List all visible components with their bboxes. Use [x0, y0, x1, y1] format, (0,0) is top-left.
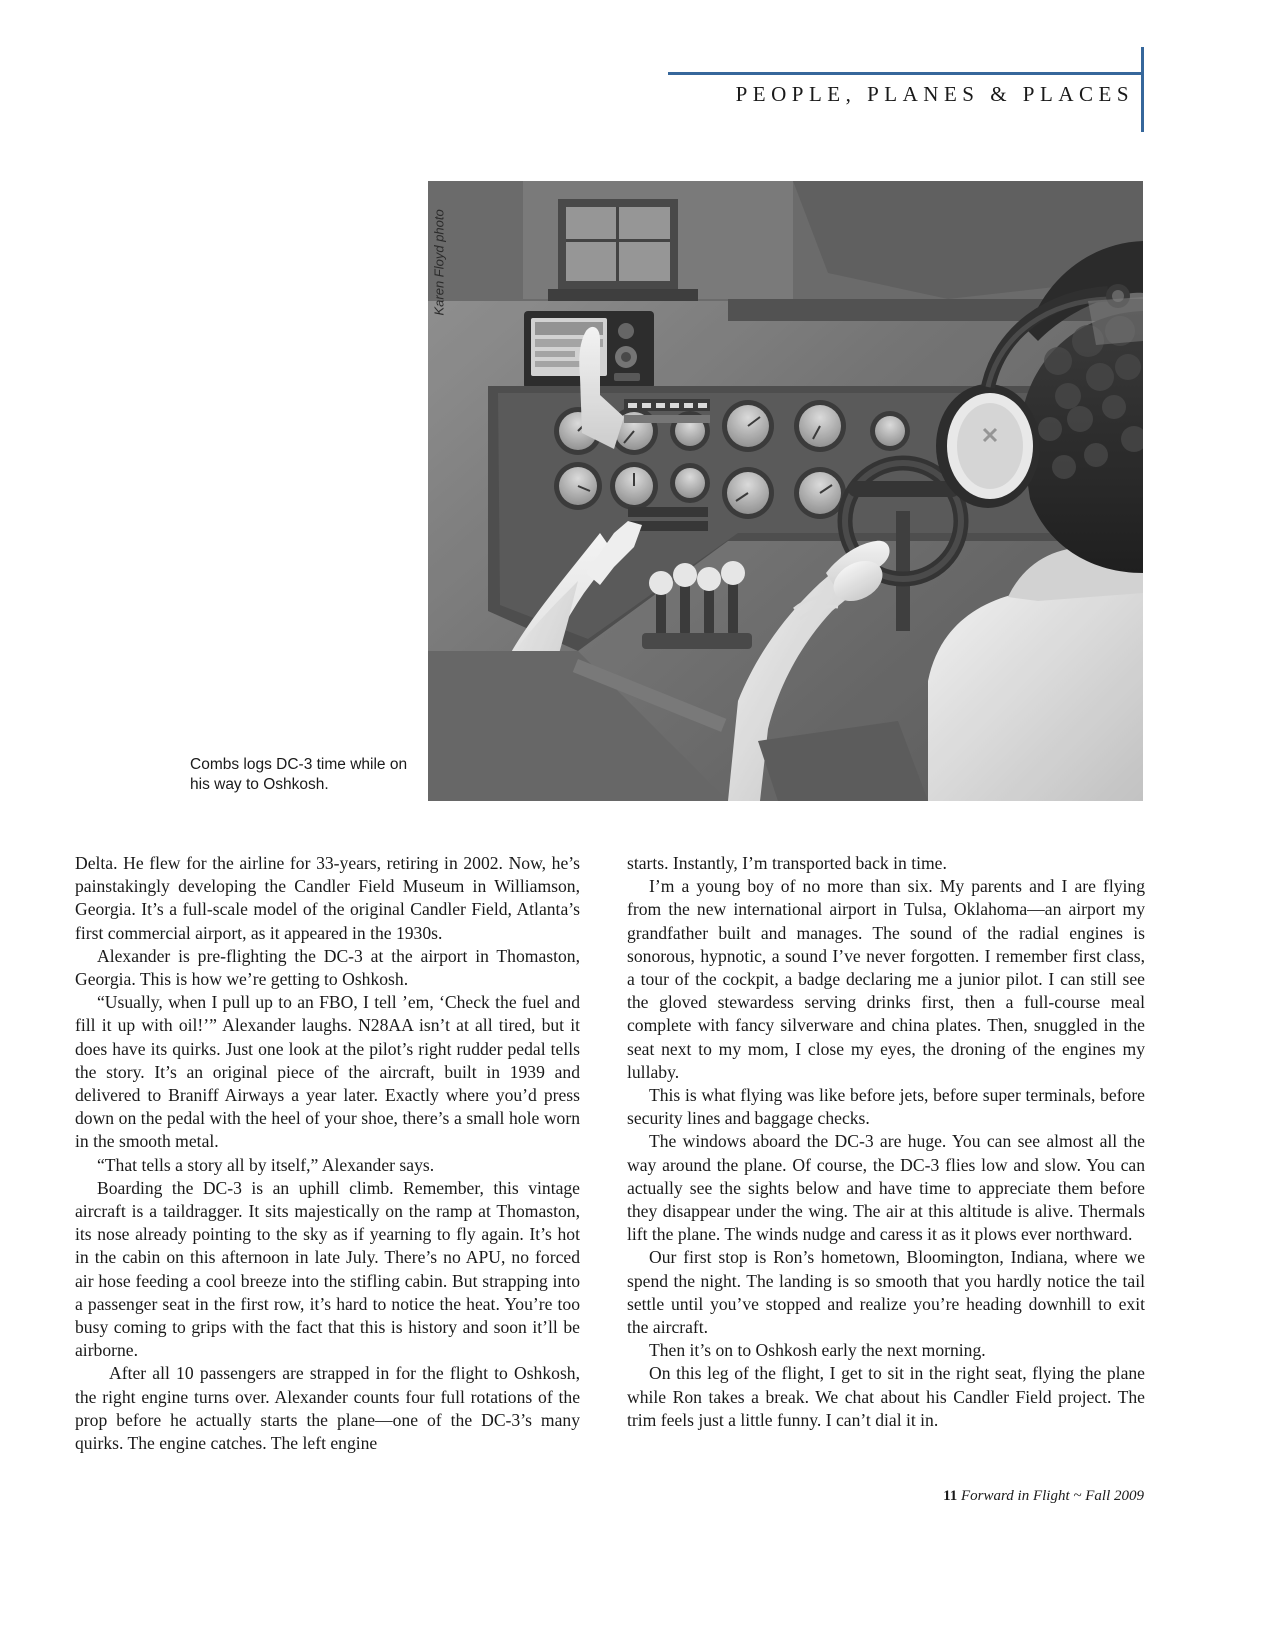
paragraph: Boarding the DC-3 is an uphill climb. Remember, this vintage aircraft is a taildragger. It sits majestically on the ramp at Thomaston, its nose already pointing to the sky as if yearning to fly again. It’s hot in the cabin on this afternoon in late July. There’s no APU, no forced air hose feeding a cool breeze into the stifling cabin. But strapping into a passenger seat in the first row, it’s hard to notice the heat. You’re too busy coming to grips with the fact that this is history and soon it’ll be airborne. [75, 1177, 580, 1361]
paragraph: starts. Instantly, I’m transported back in time. [627, 853, 947, 873]
photo-credit [428, 181, 448, 321]
paragraph: The windows aboard the DC-3 are huge. You can see almost all the way around the plane. Of course, the DC-3 flies low and slow. You can actually see the sights below and have time to appreciate them before they disappear under the wing. The air at this altitude is alive. Thermals lift the plane. The winds nudge and caress it as it plows ever northward. [627, 1131, 1145, 1245]
paragraph: Delta. He flew for the airline for 33-years, retiring in 2002. Now, he’s painstakingly developing the Candler Field Museum in Williamson, Georgia. It’s a full-scale model of the original Candler Field, Atlanta’s first commercial airport, as it appeared in the 1930s. [75, 853, 580, 943]
text-column-left [75, 852, 580, 1455]
paragraph: Our first stop is Ron’s hometown, Bloomington, Indiana, where we spend the night. The landing is so smooth that you hardly notice the tail settle until you’ve stopped and realize you’re heading downhill to exit the aircraft. [627, 1247, 1145, 1338]
paragraph: After all 10 passengers are strapped in for the flight to Oshkosh, the right engine turns over. Alexander counts four full rotations of the prop before he actually starts the plane—one of the DC-3’s many quirks. The engine catches. The left engine [75, 1363, 580, 1454]
figure-photo [428, 181, 1143, 801]
header-horizontal-rule [668, 72, 1144, 75]
photo-credit-text: Karen Floyd photo [431, 209, 447, 316]
page-number: 11 [943, 1488, 958, 1504]
running-head-title: PEOPLE, PLANES & PLACES [735, 82, 1134, 106]
paragraph: This is what flying was like before jets, before super terminals, before security lines and baggage checks. [627, 1085, 1145, 1129]
paragraph: “Usually, when I pull up to an FBO, I tell ’em, ‘Check the fuel and fill it up with oil!’” Alexander laughs. N28AA isn’t at all tired, but it does have its quirks. Just one look at the pilot’s right rudder pedal tells the story. It’s an original piece of the aircraft, built in 1939 and delivered to Braniff Airways a year later. Exactly where you’d press down on the pedal with the heel of your shoe, there’s a small hole worn in the smooth metal. [75, 992, 580, 1152]
text-column-right [627, 852, 1145, 1432]
article-body [75, 852, 1145, 1472]
header-vertical-rule [1141, 47, 1144, 132]
paragraph: I’m a young boy of no more than six. My parents and I are flying from the new international airport in Tulsa, Oklahoma—an airport my grandfather built and manages. The sound of the radial engines is sonorous, hypnotic, a sound I’ve never forgotten. I remember first class, a tour of the cockpit, a badge declaring me a junior pilot. I can still see the gloved stewardess serving drinks first, then a full-course meal complete with fancy silverware and china plates. Then, snuggled in the seat next to my mom, I close my eyes, the droning of the engines my lullaby. [627, 876, 1145, 1082]
paragraph: “That tells a story all by itself,” Alexander says. [97, 1154, 435, 1175]
cockpit-photograph [428, 181, 1143, 801]
page-footer [0, 1488, 1275, 1505]
figure-caption: Combs logs DC-3 time while on his way to Oshkosh. [190, 756, 408, 793]
paragraph: Then it’s on to Oshkosh early the next morning. [649, 1340, 986, 1361]
page-header [0, 0, 1275, 160]
publication-line: Forward in Flight ~ Fall 2009 [961, 1488, 1144, 1504]
paragraph: On this leg of the flight, I get to sit in the right seat, flying the plane while Ron takes a break. We chat about his Candler Field project. The trim feels just a little funny. I can’t dial it in. [627, 1363, 1145, 1430]
paragraph: Alexander is pre-flighting the DC-3 at the airport in Thomaston, Georgia. This is how we’re getting to Oshkosh. [75, 945, 580, 990]
